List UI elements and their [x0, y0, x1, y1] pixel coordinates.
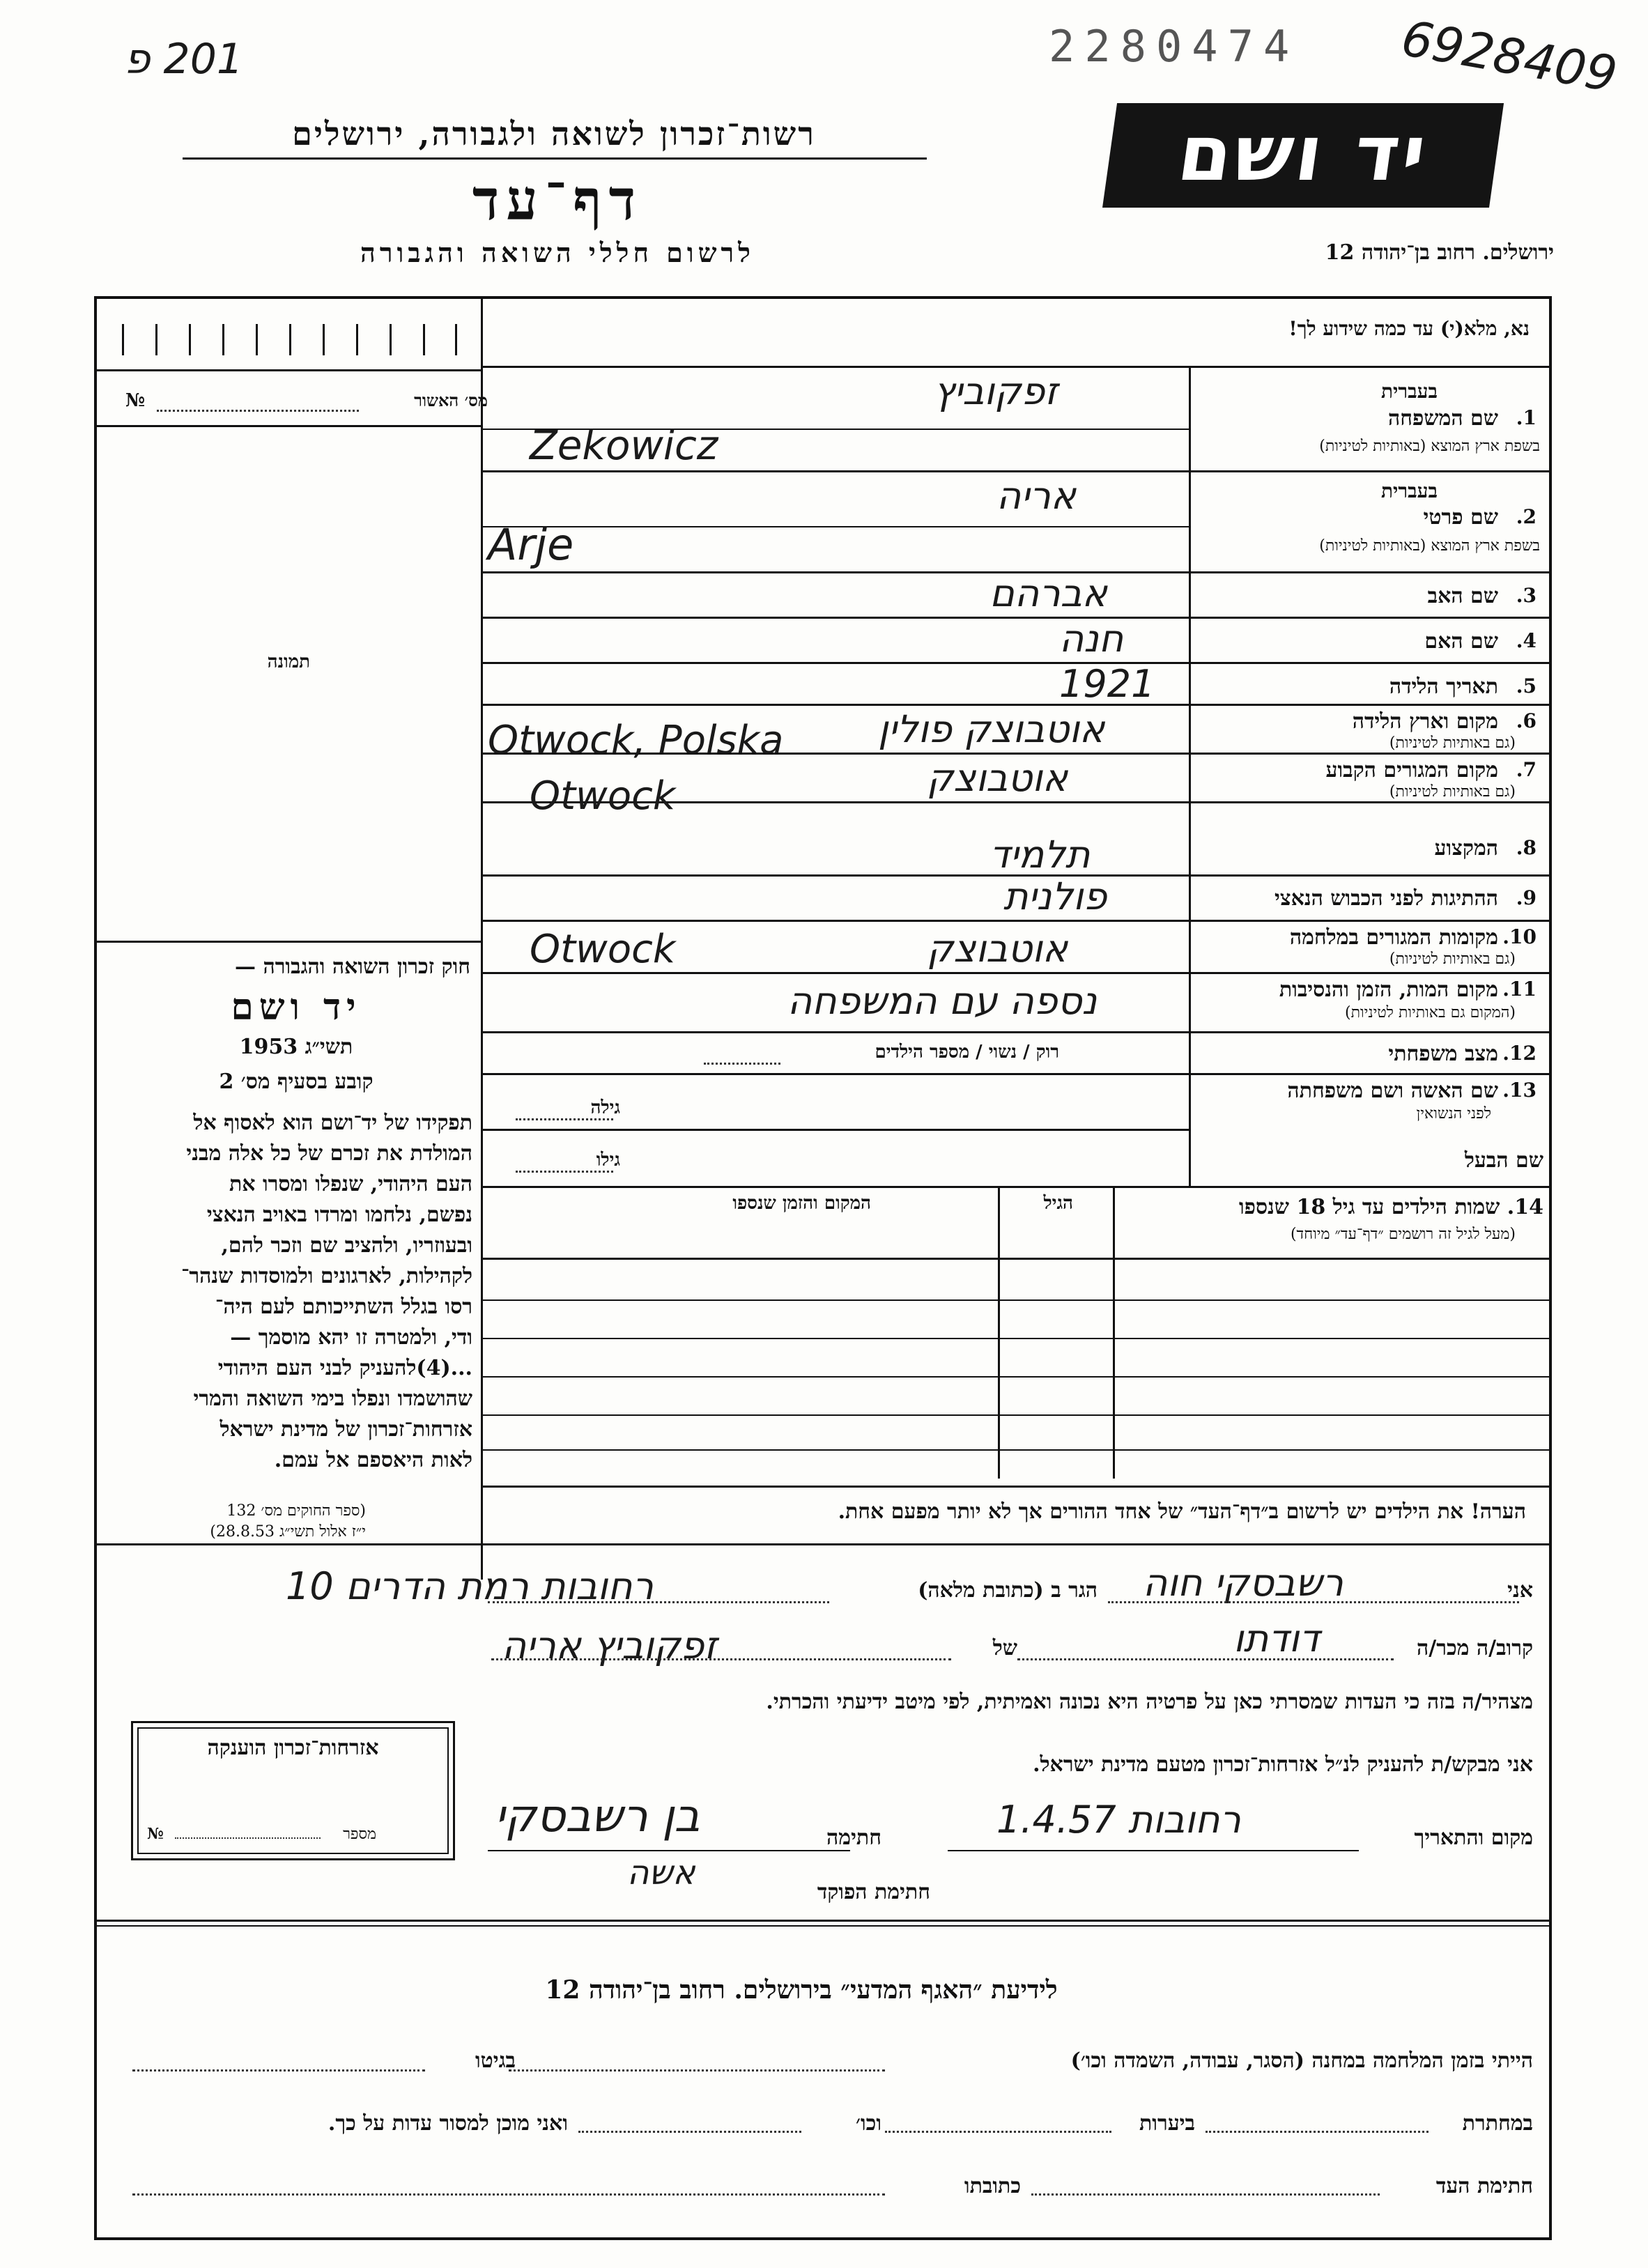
note-bottom	[95, 1543, 1550, 1545]
bottom-divider	[95, 1920, 1550, 1922]
row-line	[482, 526, 1189, 527]
bottom-line2-b: ביערות	[1139, 2111, 1195, 2136]
field-10-sub: (גם באותיות לטיניות)	[1389, 950, 1516, 968]
law-text	[105, 1108, 472, 1476]
law-title: חוק זכרון השואה והגבורה —	[235, 955, 470, 979]
field-6-latin: Otwock, Polska	[488, 718, 784, 763]
bottom-line3-b: כתובתו	[964, 2174, 1021, 2198]
field-13-age-label: גילה	[590, 1097, 620, 1118]
field-11-value: נספה עם המשפחה	[787, 979, 1098, 1023]
page-title: דף־עד	[472, 167, 643, 233]
law-line: לקהילות, לארגונים ולמוסדות שנהר־	[180, 1264, 472, 1288]
field-12-label: מצב משפחתי	[1388, 1042, 1498, 1066]
husband-age-line	[516, 1171, 613, 1173]
bottom-line2-a: במחתרת	[1462, 2111, 1533, 2136]
bottom-line3-fill	[1031, 2193, 1380, 2196]
serial-number: 2280474	[1049, 21, 1300, 72]
law-source-2: י״ז אלול תשי״ג 28.8.53)	[210, 1523, 366, 1541]
note-top	[482, 1486, 1550, 1488]
field-5-number: 5.	[1516, 674, 1537, 697]
decl-name: רשבסקי חוה	[1143, 1561, 1343, 1605]
field-9-number: 9.	[1516, 886, 1537, 909]
authority-title: רשות־זכרון לשואה ולגבורה, ירושלים	[292, 115, 816, 153]
decl-of: של	[992, 1636, 1017, 1660]
field-1-sub: בשפת ארץ המוצא (באותיות לטיניות)	[1319, 438, 1540, 455]
page-subtitle: לרשום חללי השואה והגבורה	[360, 237, 755, 268]
field-5-value: 1921	[1059, 662, 1155, 706]
field-6-sub: (גם באותיות לטיניות)	[1389, 734, 1516, 752]
law-line: המולדת את זכרם של כל אלה מבני	[186, 1141, 472, 1166]
field-13-number: 13.	[1502, 1079, 1537, 1102]
field-11-sub: (המקום גם באותיות לטיניות)	[1345, 1004, 1516, 1021]
children-sub: (מעל לגיל זה רושמים ״דף־עד״ מיוחד)	[1290, 1226, 1516, 1243]
decl-signature-line	[488, 1850, 850, 1851]
field-2-latin: Arje	[488, 519, 574, 570]
field-6-hebrew: אוטבוצק פולין	[878, 707, 1105, 751]
field-2-number: 2.	[1516, 505, 1537, 528]
field-3-label: שם האב	[1427, 584, 1498, 608]
header-address: ירושלים. רחוב בן־יהודה 12	[1325, 240, 1554, 265]
row-line	[482, 617, 1550, 619]
field-3-value: אברהם	[989, 571, 1107, 615]
bottom-line1-a: הייתי בזמן המלחמה במחנה (הסגר, עבודה, השמדה וכו׳)	[1070, 2049, 1533, 2073]
field-11-label: מקום המות, הזמן והנסיבות	[1279, 978, 1498, 1002]
field-7-latin: Otwock	[530, 773, 676, 819]
field-8-label: המקצוע	[1434, 836, 1498, 861]
law-line: לאות היאספם אל עמם.	[274, 1448, 472, 1472]
field-13-sub: לפני הנשואין	[1416, 1105, 1491, 1123]
decl-address: רחובות רמת הדרים 10	[286, 1564, 654, 1608]
children-row	[482, 1299, 1550, 1301]
row-line	[482, 662, 1550, 664]
law-line: שהושמדו ונפלו בימי השואה והמרי	[193, 1387, 472, 1411]
children-header-line	[482, 1258, 1550, 1260]
field-6-label: מקום וארץ הלידה	[1352, 709, 1498, 734]
decl-officer: חתימת הפוקד	[817, 1880, 930, 1904]
field-4-value: חנה	[1059, 617, 1124, 661]
bottom-line1-b: בגיטו	[475, 2049, 516, 2073]
decl-ani: אני	[1507, 1578, 1533, 1603]
field-7-hebrew: אוטבוצק	[927, 756, 1068, 800]
corner-note-left: 201 פ	[124, 35, 244, 84]
field-4-label: שם האם	[1424, 629, 1498, 654]
row-line	[482, 1073, 1550, 1075]
field-12-options: רוק / נשוי / מספר הילדים	[875, 1042, 1059, 1063]
note-text: הערה! את הילדים יש לרשום ב״דף־העד״ של אחד ההורים אך לא יותר מפעם אחת.	[838, 1499, 1526, 1524]
field-11-number: 11.	[1502, 978, 1537, 1001]
field-7-sub: (גם באותיות לטיניות)	[1389, 783, 1516, 801]
law-line: רסו בגלל השתייכותם לעם היה־	[215, 1295, 472, 1319]
intro-separator	[481, 366, 1550, 368]
field-1-latin: Zekowicz	[530, 422, 718, 469]
bottom-line3-fill-2	[132, 2193, 885, 2196]
row-line	[482, 972, 1550, 974]
field-9-value: פולנית	[1003, 874, 1107, 918]
children-col-age: הגיל	[1043, 1193, 1073, 1214]
decl-address-line	[488, 1601, 829, 1603]
decl-name-line	[1108, 1601, 1519, 1603]
field-8-value: תלמיד	[989, 833, 1091, 877]
yad-vashem-logo	[1102, 103, 1504, 208]
award-no-symbol: №	[147, 1825, 164, 1843]
bottom-line1-fill-2	[132, 2069, 425, 2072]
field-7-label: מקום המגורים הקבוע	[1325, 758, 1498, 782]
row-line	[482, 920, 1550, 922]
cert-separator	[95, 425, 481, 427]
field-1-label: שם המשפחה	[1387, 406, 1498, 431]
law-clause: קובע בסעיף מס׳ 2	[219, 1070, 374, 1094]
field-3-number: 3.	[1516, 584, 1537, 607]
field-13-label: שם האשה ושם משפחתה	[1287, 1079, 1498, 1103]
decl-relation-line	[1017, 1658, 1394, 1660]
barcode-ticks	[122, 324, 456, 355]
field-2-tag: בעברית	[1380, 479, 1438, 502]
bottom-line2-fill-2	[885, 2131, 1111, 2133]
field-13-age-line	[516, 1118, 613, 1120]
logo-text: יד ושם	[1172, 109, 1435, 198]
decl-signature: חתימה	[826, 1826, 881, 1850]
award-title: אזרחות־זכרון הוענקה	[207, 1736, 379, 1760]
field-12-children-line	[704, 1063, 780, 1065]
law-line: ודי, ולמטרה זו יהא מוסמך —	[230, 1325, 472, 1350]
field-12-number: 12.	[1502, 1042, 1537, 1065]
bottom-divider-2	[95, 1925, 1550, 1927]
field-2-hebrew: אריה	[996, 474, 1076, 518]
bottom-line2-fill	[1206, 2131, 1428, 2133]
cert-number-line	[157, 410, 359, 412]
field-8-number: 8.	[1516, 836, 1537, 859]
field-10-latin: Otwock	[530, 927, 676, 972]
field-1-hebrew: זפקוביץ	[934, 369, 1058, 413]
field-10-hebrew: אוטבוצק	[927, 927, 1068, 971]
decl-line-2: מצהיר/ה בזה כי העדות שמסרתי כאן על פרטיה היא נכונה ואמיתית, לפי מיטב ידיעתי והכרתי.	[766, 1690, 1533, 1714]
decl-relative: קרוב/ה מכר/ה	[1417, 1636, 1533, 1660]
decl-lives: הגר ב (כתובת מלאה)	[918, 1578, 1098, 1603]
bottom-line2-c: וכו׳	[856, 2111, 881, 2136]
award-number: מספר	[343, 1826, 376, 1843]
children-col-line	[998, 1186, 1000, 1479]
field-10-number: 10.	[1502, 925, 1537, 948]
children-row	[482, 1376, 1550, 1378]
corner-note-right: 6928409	[1397, 9, 1622, 104]
row-line	[482, 1031, 1550, 1033]
children-label: 14. שמות הילדים עד גיל 18 שנספו	[1238, 1195, 1543, 1219]
cert-number-label: מס׳ האשור	[414, 390, 488, 410]
row-line	[482, 470, 1550, 472]
field-1-number: 1.	[1516, 406, 1537, 429]
decl-officer-value: אשה	[627, 1853, 695, 1892]
decl-place-date-value: רחובות 1.4.57	[996, 1798, 1241, 1842]
decl-place-date: מקום והתאריך	[1414, 1826, 1533, 1850]
field-10-label: מקומות המגורים במלחמה	[1289, 925, 1498, 950]
children-top	[482, 1186, 1550, 1188]
authority-underline	[183, 157, 927, 160]
decl-place-date-line	[948, 1850, 1359, 1851]
photo-placeholder-label: תמונה	[267, 651, 310, 672]
bottom-line1-fill	[509, 2069, 885, 2072]
bottom-title: לידיעת ״האגף המדעי״ בירושלים. רחוב בן־יהודה 12	[545, 1975, 1058, 2005]
decl-signature-value: בן רשבסקי	[495, 1791, 700, 1842]
bottom-line3-a: חתימת העד	[1435, 2174, 1533, 2198]
bottom-line2-fill-3	[578, 2131, 801, 2133]
row-line	[482, 1129, 1189, 1131]
law-line: נפשם, נלחמו ומרדו באויב הנאצי	[206, 1203, 472, 1227]
law-year: תשי״ג 1953	[239, 1035, 353, 1059]
field-7-number: 7.	[1516, 758, 1537, 781]
photo-bottom	[95, 941, 481, 943]
law-logo: יד ושם	[231, 986, 362, 1028]
cert-number-symbol: №	[125, 390, 146, 411]
children-col-place: המקום והזמן שנספו	[732, 1193, 871, 1214]
children-row	[482, 1338, 1550, 1339]
row-line	[482, 704, 1550, 706]
decl-line-3: אני מבקש/ת להעניק לנ״ל אזרחות־זכרון מטעם מדינת ישראל.	[1033, 1752, 1533, 1777]
decl-of-name: זפקוביץ אריה	[502, 1623, 717, 1667]
law-line: ובעוזריו, ולהציב שם וזכר להם,	[221, 1233, 472, 1258]
photo-column-border	[481, 298, 483, 1580]
children-row	[482, 1414, 1550, 1416]
husband-label: שם הבעל	[1464, 1148, 1543, 1173]
children-col-line	[1113, 1186, 1115, 1479]
field-1-tag: בעברית	[1380, 380, 1438, 403]
barcode-separator	[95, 369, 481, 371]
field-5-label: תאריך הלידה	[1389, 674, 1498, 699]
field-2-sub: בשפת ארץ המוצא (באותיות לטיניות)	[1319, 537, 1540, 555]
law-line: תפקידו של יד־ושם הוא לאסוף אל	[193, 1111, 472, 1135]
decl-of-line	[491, 1658, 951, 1660]
award-box	[131, 1721, 455, 1860]
children-row	[482, 1449, 1550, 1451]
decl-relation: דודתו	[1233, 1617, 1320, 1660]
label-column-border	[1189, 367, 1191, 1186]
law-line: ...(4)להעניק לבני העם היהודי	[217, 1356, 472, 1380]
field-9-label: ההתיגות לפני הכבוש הנאצי	[1274, 886, 1498, 911]
bottom-line2-d: ואני מוכן למסור עדות על כך.	[328, 2111, 568, 2136]
field-6-number: 6.	[1516, 709, 1537, 732]
law-line: העם היהודי, שנפלו ומסרו את	[229, 1172, 472, 1196]
law-line: אזרחות־זכרון של מדינת ישראל	[220, 1417, 472, 1442]
field-4-number: 4.	[1516, 629, 1537, 652]
law-source-1: (ספר החוקים מס׳ 132	[226, 1502, 366, 1520]
intro-text: נא, מלא(י) עד כמה שידוע לך!	[1288, 317, 1530, 340]
husband-age-label: גילו	[596, 1150, 620, 1171]
field-2-label: שם פרטי	[1423, 505, 1498, 530]
